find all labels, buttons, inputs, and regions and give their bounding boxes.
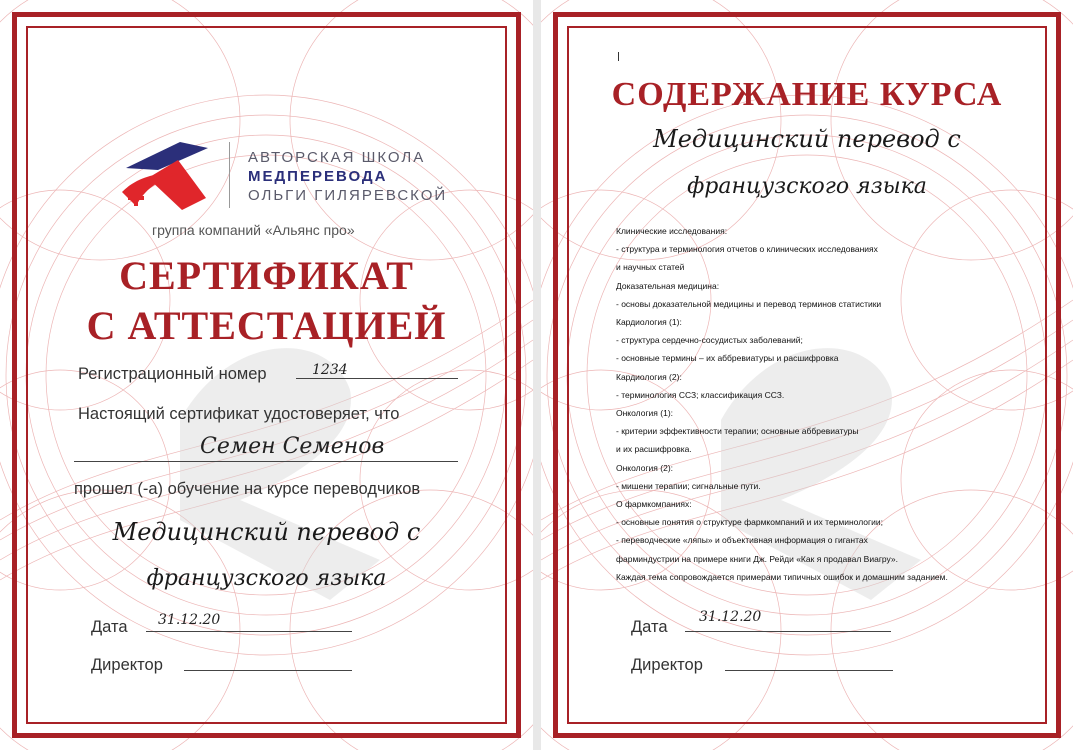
course-name-line-1: Медицинский перевод с <box>653 125 961 153</box>
course-name-line-2: французского языка <box>146 566 387 591</box>
group-caption: группа компаний «Альянс про» <box>152 222 355 238</box>
date-label: Дата <box>91 618 128 636</box>
certificate-page <box>0 0 533 750</box>
reg-number-label: Регистрационный номер <box>78 365 267 383</box>
date-line <box>146 631 352 632</box>
director-label: Директор <box>91 656 163 674</box>
content-title: СОДЕРЖАНИЕ КУРСА <box>611 76 1003 113</box>
course-content-page <box>541 0 1073 750</box>
certify-text: Настоящий сертификат удостоверяет, что <box>78 405 400 423</box>
director-label: Директор <box>631 656 703 674</box>
course-topic-line: О фармкомпаниях: <box>616 499 692 510</box>
course-topic-line: фарминдустрии на примере книги Дж. Рейди «Как я продавал Виагру». <box>616 553 898 564</box>
certificate-title-2: С АТТЕСТАЦИЕЙ <box>86 303 447 348</box>
reg-number-value: 1234 <box>312 362 348 378</box>
completed-text: прошел (-а) обучение на курсе переводчиков <box>74 480 421 498</box>
course-topic-line: - структура сердечно-сосудистых заболеваний; <box>616 335 803 346</box>
course-topic-line: Онкология (2): <box>616 462 674 473</box>
course-name-line-2: французского языка <box>687 174 927 199</box>
date-line <box>685 631 891 632</box>
course-topic-line: Кардиология (2): <box>616 371 682 382</box>
logo-divider <box>229 142 230 208</box>
recipient-name-line <box>74 461 458 462</box>
course-topic-line: - основные понятия о структуре фармкомпаний и их терминологии; <box>616 517 883 528</box>
course-topic-line: - мишени терапии; сигнальные пути. <box>616 480 761 491</box>
date-value: 31.12.20 <box>158 612 221 628</box>
director-signature-line <box>184 670 352 671</box>
course-topic-line: Онкология (1): <box>616 408 674 419</box>
course-topic-line: - структура и терминология отчетов о клинических исследованиях <box>616 244 878 255</box>
text-cursor <box>618 52 619 61</box>
director-signature-line <box>725 670 893 671</box>
course-topic-line: Каждая тема сопровождается примерами типичных ошибок и домашним заданием. <box>616 571 948 582</box>
school-logo-icon <box>118 140 213 212</box>
date-value: 31.12.20 <box>699 609 762 625</box>
date-label: Дата <box>631 618 668 636</box>
course-topic-line: и их расшифровка. <box>616 444 692 455</box>
course-topic-line: и научных статей <box>616 262 685 273</box>
logo-line-3: ОЛЬГИ ГИЛЯРЕВСКОЙ <box>248 187 448 204</box>
course-topic-line: - основные термины – их аббревиатуры и расшифровка <box>616 353 839 364</box>
course-name-line-1: Медицинский перевод с <box>112 518 421 546</box>
logo-line-2: МЕДПЕРЕВОДА <box>248 168 388 185</box>
recipient-name: Семен Семенов <box>200 434 385 459</box>
course-topic-line: Клинические исследования: <box>616 226 728 236</box>
course-topic-line: - терминология ССЗ; классификация ССЗ. <box>616 389 785 400</box>
reg-number-line <box>296 378 458 379</box>
logo-line-1: АВТОРСКАЯ ШКОЛА <box>248 149 426 166</box>
course-topics-list <box>616 222 948 586</box>
course-topic-line: - основы доказательной медицины и перевод терминов статистики <box>616 298 882 309</box>
course-topic-line: - критерии эффективности терапии; основные аббревиатуры <box>616 426 859 437</box>
course-topic-line: - переводческие «ляпы» и объективная информация о гигантах <box>616 535 868 546</box>
course-topic-line: Кардиология (1): <box>616 317 682 328</box>
course-topic-line: Доказательная медицина: <box>616 280 720 291</box>
certificate-title-1: СЕРТИФИКАТ <box>119 253 414 298</box>
